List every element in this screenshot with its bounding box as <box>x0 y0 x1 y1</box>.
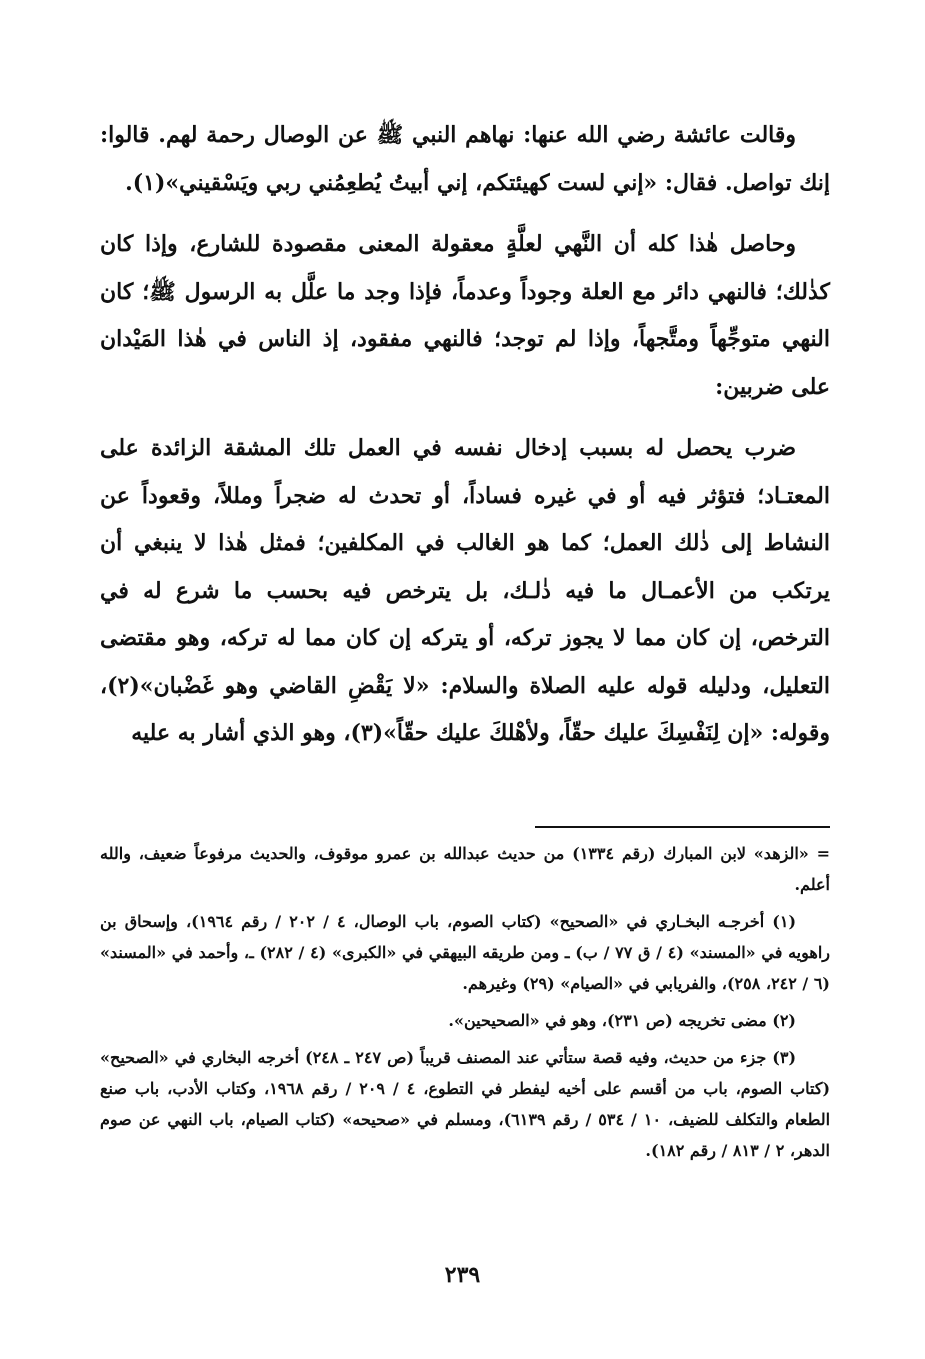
page-number: ٢٣٩ <box>444 1262 481 1288</box>
footnote-2: (٢) مضى تخريجه (ص ٢٣١)، وهو في «الصحيحين». <box>448 1011 796 1030</box>
main-text <box>100 112 830 758</box>
footnote-1: (١) أخرجـه البخـاري في «الصحيح» (كتاب الصوم، باب الوصال، ٤ / ٢٠٢ / رقم ١٩٦٤)، وإسحاق بن راهويه في «المسند» (٤ / ق ٧٧ / ب) ـ ومن طريقه البيهقي في «الكبرى» (٤ / ٢٨٢) ـ، وأحمد في «المسند» (٦ / ٢٤٢، ٢٥٨)، والفريابي في «الصيام» (٢٩) وغيرهم. <box>100 912 831 993</box>
footnote-continuation: = «الزهد» لابن المبارك (رقم ١٣٣٤) من حديث عبدالله بن عمرو موقوف، والحديث مرفوعاً ضعيف، والله أعلم. <box>100 844 830 894</box>
footnote-3: (٣) جزء من حديث، وفيه قصة ستأتي عند المصنف قريباً (ص ٢٤٧ ـ ٢٤٨) أخرجه البخاري في «الصحيح» (كتاب الصوم، باب من أقسم على أخيه ليفطر في التطوع، ٤ / ٢٠٩ / رقم ١٩٦٨، وكتاب الأدب، باب صنع الطعام والتكلف للضيف، ١٠ / ٥٣٤ / رقم ٦١٣٩)، ومسلم في «صحيحه» (كتاب الصيام، باب النهي عن صوم الدهر، ٢ / ٨١٣ / رقم ١٨٢). <box>100 1048 831 1160</box>
footnotes <box>100 838 830 1166</box>
paragraph-2: وحاصل هٰذا كله أن النَّهي لعلَّةٍ معقولة المعنى مقصودة للشارع، وإذا كان كذٰلك؛ فالنهي دائر مع العلة وجوداً وعدماً، فإذا وجد ما علَّل به الرسول ﷺ؛ كان النهي متوجِّهاً ومتَّجهاً، وإذا لم توجد؛ فالنهي مفقود، إذ الناس في هٰذا المَيْدان على ضربين: <box>100 231 830 400</box>
paragraph-3: ضرب يحصل له بسبب إدخال نفسه في العمل تلك المشقة الزائدة على المعتـاد؛ فتؤثر فيه أو في غيره فساداً، أو تحدث له ضجراً ومللاً، وقعوداً عن النشاط إلى ذٰلك العمل؛ كما هو الغالب في المكلفين؛ فمثل هٰذا لا ينبغي أن يرتكب من الأعمـال ما فيه ذٰلـك، بل يترخص فيه بحسب ما شرع له في الترخص، إن كان مما لا يجوز تركه، أو يتركه إن كان مما له تركه، وهو مقتضى التعليل، ودليله قوله عليه الصلاة والسلام: «لا يَقْضِ القاضي وهو غَضْبان»(٢)، وقوله: «إن لِنَفْسِكَ عليك حقّاً، ولأهْلكَ عليك حقّاً»(٣)، وهو الذي أشار به عليه <box>100 435 830 746</box>
footnote-separator <box>535 826 830 828</box>
paragraph-1: وقالت عائشة رضي الله عنها: نهاهم النبي ﷺ عن الوصال رحمة لهم. قالوا: إنك تواصل. فقال: «إني لست كهيئتكم، إني أبيتُ يُطعِمُني ربي ويَسْقيني»(١). <box>100 122 830 196</box>
